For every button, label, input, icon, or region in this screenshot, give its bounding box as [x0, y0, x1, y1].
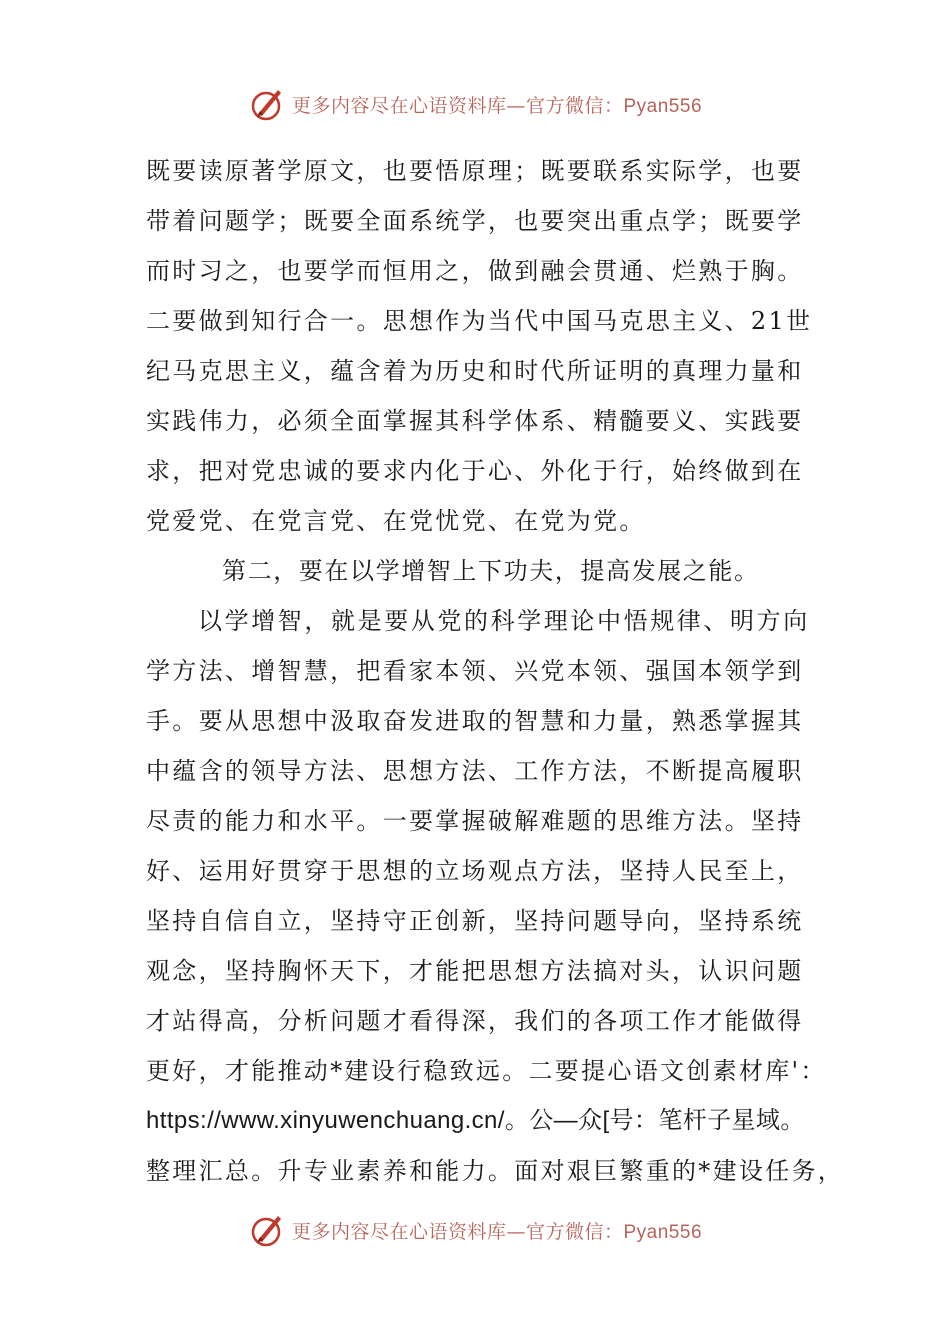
text-line: 观念，坚持胸怀天下，才能把思想方法搞对头，认识问题 [146, 957, 804, 985]
text-line: 尽责的能力和水平。一要掌握破解难题的思维方法。坚持 [146, 807, 804, 835]
text-line: 学方法、增智慧，把看家本领、兴党本领、强国本领学到 [146, 657, 804, 685]
text-line: 二要做到知行合一。思想作为当代中国马克思主义、21世 [146, 307, 813, 335]
text-line: 实践伟力，必须全面掌握其科学体系、精髓要义、实践要 [146, 407, 804, 435]
text-line: 才站得高，分析问题才看得深，我们的各项工作才能做得 [146, 1007, 804, 1035]
footer-watermark [0, 1210, 950, 1250]
text-line: 既要读原著学原文，也要悟原理；既要联系实际学，也要 [146, 157, 804, 185]
text-line: 党爱党、在党言党、在党忧党、在党为党。 [146, 507, 646, 535]
header-watermark [0, 84, 950, 124]
text-line: 中蕴含的领导方法、思想方法、工作方法，不断提高履职 [146, 757, 804, 785]
text-line: 整理汇总。升专业素养和能力。面对艰巨繁重的*建设任务， [146, 1157, 845, 1185]
text-line: 纪马克思主义，蕴含着为历史和时代所证明的真理力量和 [146, 357, 804, 385]
text-line: 更好，才能推动*建设行稳致远。二要提心语文创素材库'： [146, 1057, 827, 1085]
text-line: 带着问题学；既要全面系统学，也要突出重点学；既要学 [146, 207, 804, 235]
quill-pen-icon [248, 84, 288, 124]
url-line: https://www.xinyuwenchuang.cn/。公—众[号：笔杆子星域。 [146, 1107, 805, 1134]
section-heading: 第二，要在以学增智上下功夫，提高发展之能。 [222, 557, 760, 585]
quill-pen-icon [248, 1210, 288, 1250]
text-line: 手。要从思想中汲取奋发进取的智慧和力量，熟悉掌握其 [146, 707, 804, 735]
text-line: 好、运用好贯穿于思想的立场观点方法，坚持人民至上， [146, 857, 804, 885]
paragraph-start: 以学增智，就是要从党的科学理论中悟规律、明方向 [198, 607, 810, 635]
document-body [146, 146, 845, 1196]
watermark-text: 更多内容尽在心语资料库—官方微信：Pyan556 [291, 1220, 703, 1243]
text-line: 坚持自信自立，坚持守正创新，坚持问题导向，坚持系统 [146, 907, 804, 935]
watermark-text: 更多内容尽在心语资料库—官方微信：Pyan556 [291, 94, 703, 117]
text-line: 而时习之，也要学而恒用之，做到融会贯通、烂熟于胸。 [146, 257, 804, 285]
text-line: 求，把对党忠诚的要求内化于心、外化于行，始终做到在 [146, 457, 804, 485]
